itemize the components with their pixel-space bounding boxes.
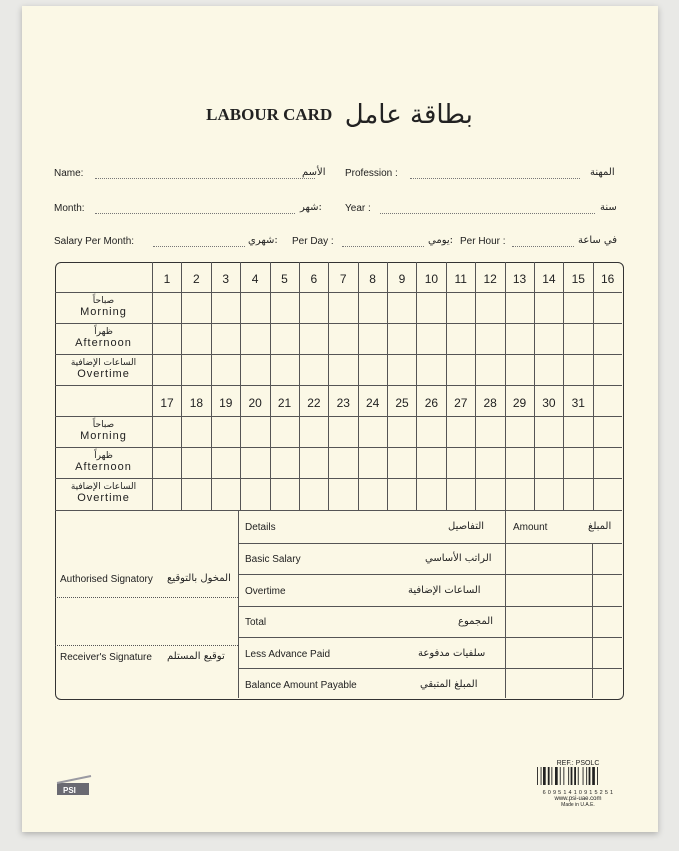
- authorised-signatory-label-ar: المخول بالتوقيع: [167, 573, 231, 584]
- month-label-ar: شهر:: [300, 202, 322, 213]
- grid-line: [387, 262, 388, 510]
- day-number: 3: [222, 272, 230, 286]
- salary-month-line: [153, 246, 245, 247]
- shift-overtime-label: الساعات الإضافية Overtime: [70, 358, 137, 380]
- day-number: 1: [163, 272, 171, 286]
- detail-total: Total: [245, 617, 267, 628]
- grid-line: [55, 478, 622, 479]
- detail-overtime: Overtime: [245, 586, 286, 597]
- grid-line: [534, 262, 535, 510]
- grid-line: [211, 262, 212, 510]
- day-number: 5: [281, 272, 288, 286]
- year-line: [380, 213, 595, 214]
- day-number: 31: [571, 396, 585, 410]
- grid-line: [238, 606, 622, 607]
- made-in: Made in U.A.E.: [561, 802, 595, 808]
- detail-less-advance-ar: سلفيات مدفوعة: [418, 648, 486, 659]
- day-number: 27: [454, 396, 468, 410]
- name-label: Name:: [54, 168, 84, 179]
- day-number: 7: [339, 272, 347, 286]
- shift-overtime-label-2: الساعات الإضافية Overtime: [70, 482, 137, 504]
- detail-balance-payable: Balance Amount Payable: [245, 680, 357, 691]
- day-number: 13: [512, 272, 527, 286]
- detail-overtime-ar: الساعات الإضافية: [408, 585, 481, 596]
- day-number: 23: [336, 396, 350, 410]
- shift-morning-label: صباحاً Morning: [80, 296, 127, 318]
- per-day-label: Per Day :: [292, 236, 334, 247]
- day-number: 18: [189, 396, 204, 410]
- day-number: 12: [483, 272, 497, 286]
- grid-line: [238, 574, 622, 575]
- salary-month-label: Salary Per Month:: [54, 236, 135, 247]
- grid-line: [505, 262, 506, 510]
- authorised-signatory-label: Authorised Signatory: [60, 574, 153, 585]
- grid-line: [240, 262, 241, 510]
- day-number: 4: [251, 272, 259, 286]
- day-number: 6: [310, 272, 318, 286]
- day-number: 10: [424, 272, 439, 286]
- grid-line: [299, 262, 300, 510]
- detail-total-ar: المجموع: [458, 616, 493, 627]
- grid-line: [563, 262, 564, 510]
- day-number: 11: [454, 272, 467, 286]
- amount-header: Amount: [513, 522, 548, 533]
- receiver-signature-label-ar: توقيع المستلم: [167, 651, 225, 662]
- day-number: 9: [398, 272, 406, 286]
- grid-line: [505, 510, 506, 698]
- name-line: [95, 178, 315, 179]
- barcode-icon: [535, 767, 621, 785]
- grid-line: [238, 668, 622, 669]
- per-hour-label: Per Hour :: [460, 236, 506, 247]
- day-number: 17: [160, 396, 174, 410]
- day-number: 19: [219, 396, 233, 410]
- grid-line: [446, 262, 447, 510]
- day-number: 30: [542, 396, 556, 410]
- profession-line: [410, 178, 580, 179]
- grid-line: [270, 262, 271, 510]
- day-number: 8: [369, 272, 376, 286]
- website: www.psi-uae.com: [554, 796, 602, 802]
- details-header-ar: التفاصيل: [448, 521, 485, 532]
- day-number: 22: [307, 396, 321, 410]
- grid-line: [152, 262, 153, 510]
- day-number: 28: [483, 396, 497, 410]
- grid-line: [328, 262, 329, 510]
- grid-line: [55, 323, 622, 324]
- name-label-ar: الأسم: [302, 167, 326, 178]
- signature-line: [55, 645, 238, 646]
- salary-month-label-ar: شهري:: [248, 235, 278, 246]
- title-arabic: بطاقة عامل: [344, 100, 473, 130]
- receiver-signature-label: Receiver's Signature: [60, 652, 152, 663]
- day-number: 25: [395, 396, 409, 410]
- card-title: [0, 100, 679, 130]
- grid-line: [55, 354, 622, 355]
- profession-label-ar: المهنة: [590, 167, 615, 178]
- profession-label: Profession :: [345, 168, 398, 179]
- grid-line: [55, 510, 622, 511]
- month-label: Month:: [54, 203, 85, 214]
- day-number: 15: [571, 272, 585, 286]
- per-day-label-ar: يومي:: [428, 235, 454, 246]
- grid-line: [55, 292, 622, 293]
- year-label-ar: سنة: [600, 202, 617, 213]
- amount-header-ar: المبلغ: [588, 521, 612, 532]
- detail-basic-salary: Basic Salary: [245, 554, 301, 565]
- day-number: 26: [424, 396, 439, 410]
- psi-logo: [55, 775, 93, 797]
- grid-line: [181, 262, 182, 510]
- grid-line: [55, 447, 622, 448]
- grid-line: [592, 543, 593, 698]
- barcode-number: 6 0 9 5 1 4 1 0 9 1 5 2 5 1: [542, 790, 614, 796]
- grid-line: [238, 543, 622, 544]
- barcode-block: [535, 760, 621, 808]
- day-number: 24: [365, 396, 380, 410]
- grid-line: [238, 637, 622, 638]
- shift-afternoon-label: ظهراً Afternoon: [75, 327, 132, 349]
- grid-line: [475, 262, 476, 510]
- grid-line: [238, 510, 239, 698]
- details-header: Details: [245, 522, 276, 533]
- grid-line: [55, 385, 622, 386]
- per-hour-line: [512, 246, 574, 247]
- detail-less-advance: Less Advance Paid: [245, 649, 331, 660]
- grid-line: [416, 262, 417, 510]
- shift-morning-label-2: صباحاً Morning: [80, 420, 127, 442]
- day-number: 29: [512, 396, 527, 410]
- day-number: 21: [277, 396, 292, 410]
- grid-line: [593, 262, 594, 510]
- title-english: LABOUR CARD: [206, 105, 333, 124]
- day-number: 16: [600, 272, 615, 286]
- per-hour-label-ar: في ساعة: [578, 235, 618, 246]
- day-number: 14: [542, 272, 556, 286]
- day-number: 2: [193, 272, 200, 286]
- svg-text:PSI: PSI: [63, 786, 76, 795]
- year-label: Year :: [345, 203, 371, 214]
- month-line: [95, 213, 295, 214]
- grid-line: [358, 262, 359, 510]
- day-number: 20: [248, 396, 262, 410]
- grid-line: [55, 416, 622, 417]
- ref-code: REF.: PSOLC: [556, 760, 600, 767]
- per-day-line: [342, 246, 424, 247]
- shift-afternoon-label-2: ظهراً Afternoon: [75, 451, 132, 473]
- detail-balance-payable-ar: المبلغ المتبقي: [420, 679, 478, 690]
- detail-basic-salary-ar: الراتب الأساسي: [425, 553, 492, 564]
- signature-line: [55, 597, 238, 598]
